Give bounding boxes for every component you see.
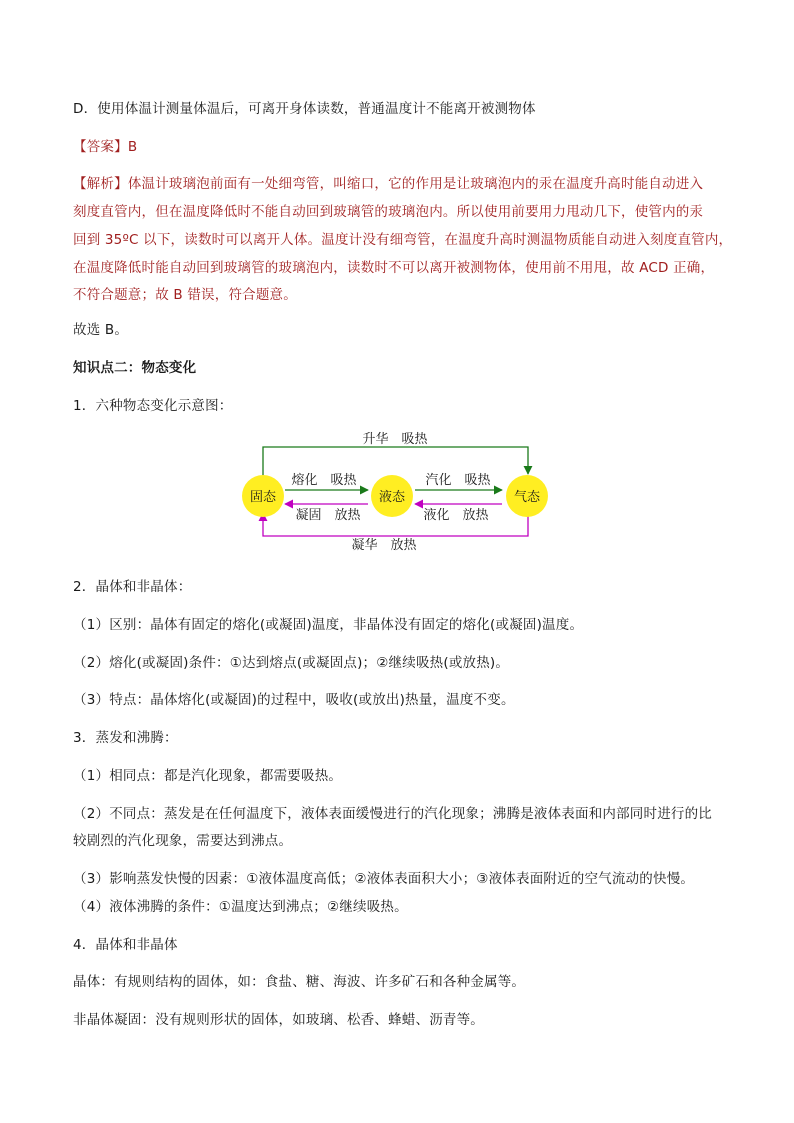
- liquid-label: 液态: [378, 490, 406, 505]
- analysis-line-4: 在温度降低时能自动回到玻璃管的玻璃泡内，读数时不可以离开被测物体，使用前不用甩，故 ACD 正确，: [73, 260, 715, 276]
- solid-label: 固态: [249, 490, 277, 505]
- answer-tag: 【答案】: [73, 139, 128, 155]
- item-2-heading: 2．晶体和非晶体：: [73, 579, 192, 595]
- item-3-heading: 3．蒸发和沸腾：: [73, 730, 178, 746]
- analysis-text-1: 体温计玻璃泡前面有一处细弯管，叫缩口，它的作用是让玻璃泡内的汞在温度升高时能自动进入: [127, 176, 704, 192]
- gas-label: 气态: [513, 490, 541, 505]
- item-3-4: （4）液体沸腾的条件：①温度达到沸点；②继续吸热。: [73, 899, 408, 915]
- sublimation-arrow: [263, 447, 528, 476]
- item-4-heading: 4．晶体和非晶体: [73, 937, 178, 953]
- item-3-2b: 较剧烈的汽化现象，需要达到沸点。: [73, 833, 293, 849]
- amorphous-text: 非晶体凝固：没有规则形状的固体，如玻璃、松香、蜂蜡、沥青等。: [73, 1012, 484, 1028]
- item-2-3: （3）特点：晶体熔化(或凝固)的过程中，吸收(或放出)热量，温度不变。: [73, 692, 515, 708]
- item-3-3: （3）影响蒸发快慢的因素：①液体温度高低；②液体表面积大小；③液体表面附近的空气流动的快慢。: [73, 871, 695, 887]
- analysis-line-1: [73, 172, 703, 192]
- section-title: 知识点二：物态变化: [73, 360, 197, 376]
- solidification-label: 凝固 放热: [295, 508, 361, 523]
- analysis-line-3: 回到 35ºC 以下，读数时可以离开人体。温度计没有细弯管，在温度升高时测温物质能自动进入刻度直管内，: [73, 232, 733, 248]
- liquefaction-label: 液化 放热: [423, 508, 489, 523]
- conclusion-text: 故选 B。: [73, 322, 129, 338]
- answer-value: B: [127, 139, 138, 155]
- deposition-label: 凝华 放热: [351, 538, 417, 553]
- phase-change-diagram: [240, 425, 560, 560]
- item-3-2a: （2）不同点：蒸发是在任何温度下，液体表面缓慢进行的汽化现象；沸腾是液体表面和内部同时进行的比: [73, 806, 712, 822]
- sublimation-label: 升华 吸热: [362, 432, 428, 447]
- item-2-1: （1）区别：晶体有固定的熔化(或凝固)温度，非晶体没有固定的熔化(或凝固)温度。: [73, 617, 584, 633]
- item-3-1: （1）相同点：都是汽化现象，都需要吸热。: [73, 768, 343, 784]
- crystal-text: 晶体：有规则结构的固体，如：食盐、糖、海波、许多矿石和各种金属等。: [73, 974, 526, 990]
- vaporization-label: 汽化 吸热: [425, 473, 491, 488]
- answer-line: [73, 135, 137, 155]
- option-d-text: D．使用体温计测量体温后，可离开身体读数，普通温度计不能离开被测物体: [73, 101, 536, 117]
- item-2-2: （2）熔化(或凝固)条件：①达到熔点(或凝固点)；②继续吸热(或放热)。: [73, 655, 510, 671]
- analysis-line-5: 不符合题意；故 B 错误，符合题意。: [73, 287, 297, 303]
- analysis-tag: 【解析】: [73, 176, 128, 192]
- analysis-line-2: 刻度直管内，但在温度降低时不能自动回到玻璃管的玻璃泡内。所以使用前要用力甩动几下，使管内的汞: [73, 204, 704, 220]
- item-1-heading: 1．六种物态变化示意图：: [73, 398, 233, 414]
- melting-label: 熔化 吸热: [291, 473, 357, 488]
